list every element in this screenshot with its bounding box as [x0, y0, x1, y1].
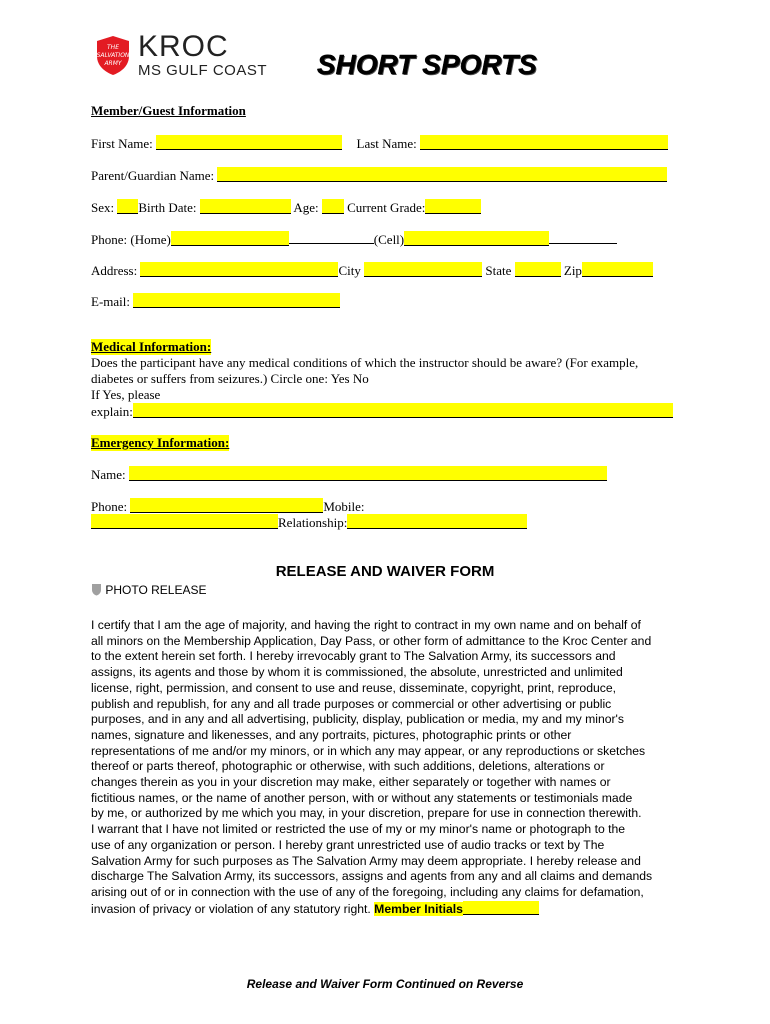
explain-label: explain: — [91, 404, 133, 419]
grade-label: Current Grade: — [347, 200, 426, 215]
salvation-army-shield-logo — [92, 34, 134, 76]
sex-field[interactable] — [117, 199, 138, 214]
medical-question-line2: diabetes or suffers from seizures.) Circle one: Yes No — [91, 371, 369, 386]
emergency-phone-row — [91, 498, 365, 515]
parent-label: Parent/Guardian Name: — [91, 168, 215, 183]
sex-label: Sex: — [91, 200, 115, 215]
waiver-text: I certify that I am the age of majority, and having the right to contract in my own name and on behalf of all minors on the Membership Application, Day Pass, or other form of admittance to the Kroc Center and to the extent herein set forth. I hereby irrevocably grant to The Salvation Army, its successors and assigns, its agents and those by whom it is commissioned, the absolute, unrestricted and unlimited license, right, permission, and consent to use and reuse, disseminate, copyright, print, reproduce, publish and republish, for any and all trade purposes or commercial or other advertising or public purposes, and in any and all advertising, publicity, display, publication or media, my and my minor's names, signature and likenesses, and any portraits, pictures, photographic prints or other representations of me and/or my minors, or in which any may appear, or any reproductions or sketches thereof or parts thereof, photographic or otherwise, with such additions, deletions, alterations or changes therein as you in your discretion may make, either separately or together with names or fictitious names, or the name of another person, with or without any statements or testimonials made by me, or authorized by me which you may, in your discretion, prepare for use in connection therewith. I warrant that I have not limited or restricted the use of my or my minor's name or photograph to the use of any organization or person. I hereby grant unrestricted use of audio tracks or text by The Salvation Army for such purposes as The Salvation Army may deem appropriate. I hereby release and discharge The Salvation Army, its successors, assigns and agents from any and all claims and demands arising out of or in connection with the use of any of the foregoing, including any claims for defamation, invasion of privacy or violation of any statutory right. — [91, 618, 653, 916]
cell-field[interactable] — [404, 231, 549, 246]
page-title: SHORT SPORTS — [317, 49, 537, 80]
photo-release-label: PHOTO RELEASE — [105, 583, 207, 597]
logo-kroc: KROC — [138, 30, 229, 63]
parent-row — [91, 167, 667, 184]
mobile-label: Mobile: — [323, 499, 365, 514]
medical-if-yes: If Yes, please — [91, 387, 161, 402]
svg-text:SALVATION: SALVATION — [96, 52, 130, 59]
medical-heading: Medical Information: — [91, 339, 212, 354]
parent-field[interactable] — [217, 167, 667, 182]
zip-field[interactable] — [582, 262, 653, 277]
emergency-phone-field[interactable] — [130, 498, 323, 513]
last-name-label: Last Name: — [356, 136, 417, 151]
emergency-name-row — [91, 466, 607, 483]
member-initials-field[interactable] — [463, 901, 539, 915]
name-row — [91, 135, 668, 152]
city-field[interactable] — [364, 262, 482, 277]
photo-release-row — [91, 583, 207, 597]
grade-field[interactable] — [425, 199, 481, 214]
phone-row — [91, 231, 617, 248]
emergency-name-field[interactable] — [129, 466, 607, 481]
age-label: Age: — [293, 200, 319, 215]
city-label: City — [338, 263, 361, 278]
release-title: RELEASE AND WAIVER FORM — [275, 563, 495, 580]
first-name-field[interactable] — [156, 135, 342, 150]
zip-label: Zip — [563, 263, 582, 278]
address-row — [91, 262, 653, 279]
waiver-body — [91, 618, 691, 917]
sex-row — [91, 199, 481, 216]
svg-text:ARMY: ARMY — [104, 60, 122, 67]
medical-question-line1: Does the participant have any medical conditions of which the instructor should be aware? (For example, — [91, 355, 639, 370]
email-row — [91, 293, 340, 310]
explain-row — [91, 403, 673, 420]
state-field[interactable] — [515, 262, 561, 277]
email-label: E-mail: — [91, 294, 130, 309]
birth-date-field[interactable] — [200, 199, 291, 214]
state-label: State — [485, 263, 512, 278]
emergency-heading: Emergency Information: — [91, 435, 230, 450]
phone-home-label: Phone: (Home) — [91, 232, 171, 247]
relationship-label: Relationship: — [278, 515, 348, 530]
member-initials-label: Member Initials — [374, 901, 463, 916]
last-name-field[interactable] — [420, 135, 668, 150]
emergency-name-label: Name: — [91, 467, 126, 482]
emergency-mobile-row — [91, 514, 527, 531]
age-field[interactable] — [322, 199, 344, 214]
cell-label: (Cell) — [373, 232, 405, 247]
address-label: Address: — [91, 263, 138, 278]
emergency-phone-label: Phone: — [91, 499, 128, 514]
relationship-field[interactable] — [347, 514, 527, 529]
email-field[interactable] — [133, 293, 340, 308]
mobile-field[interactable] — [91, 514, 278, 529]
phone-home-field[interactable] — [171, 231, 289, 246]
address-field[interactable] — [140, 262, 338, 277]
explain-field[interactable] — [133, 403, 673, 418]
birth-date-label: Birth Date: — [138, 200, 197, 215]
first-name-label: First Name: — [91, 136, 153, 151]
shield-icon — [91, 583, 102, 596]
svg-text:THE: THE — [107, 44, 119, 51]
logo-ms-gulf-coast: MS GULF COAST — [138, 62, 268, 79]
footer-continued: Release and Waiver Form Continued on Reverse — [246, 977, 524, 991]
member-section-heading: Member/Guest Information — [91, 103, 246, 118]
